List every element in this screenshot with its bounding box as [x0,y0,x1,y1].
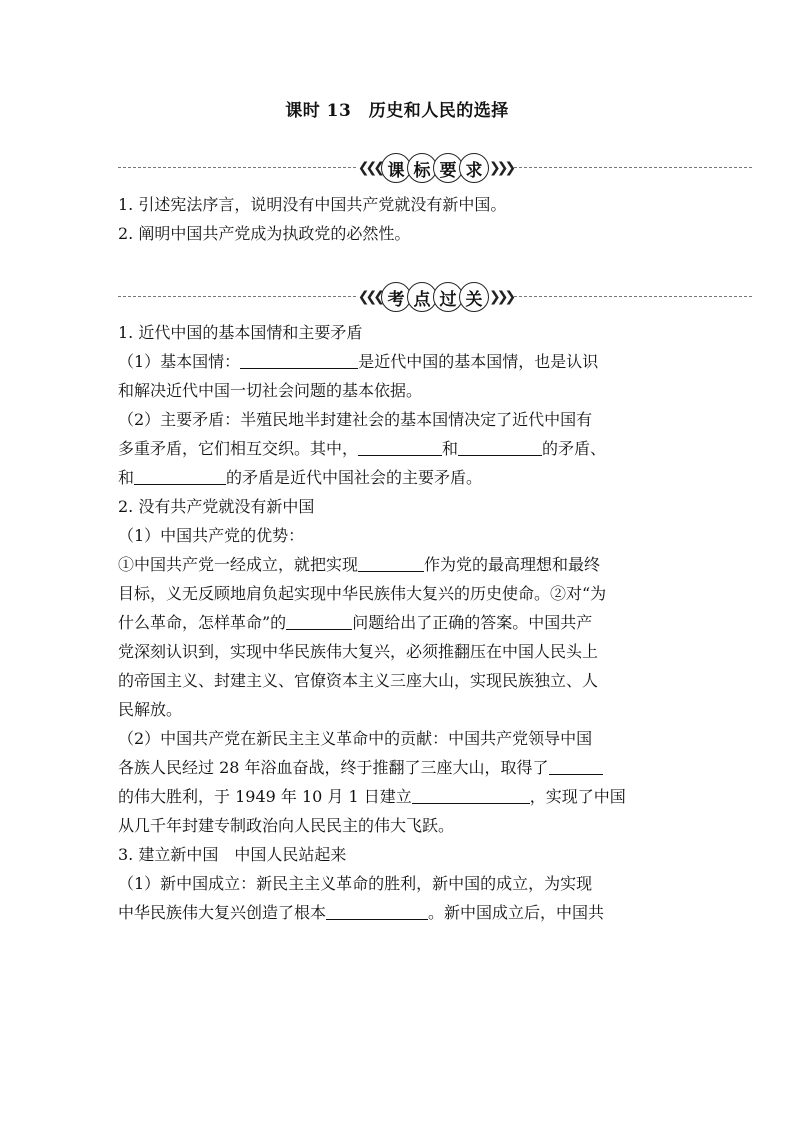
divider-line [118,167,356,168]
text: 是近代中国的基本国情，也是认识 [358,352,599,371]
paragraph [118,347,676,376]
badge-char: 考 [381,282,411,312]
text: ①中国共产党一经成立，就把实现 [118,555,359,574]
paragraph [118,782,676,811]
requirements-list [118,190,676,248]
text: 作为党的最高理想和最终 [424,555,601,574]
text: 和 [118,468,135,487]
badge-char: 课 [381,153,411,183]
paragraph: （2）中国共产党在新民主主义革命中的贡献：中国共产党领导中国 [118,729,593,748]
chevron-left-icon: ❮❮❮ [357,289,381,305]
fill-blank[interactable] [549,756,603,775]
text: 。新中国成立后，中国共 [428,903,605,922]
badge-char: 标 [407,153,437,183]
requirement-item: 2. 阐明中国共产党成为执政党的必然性。 [118,224,411,243]
paragraph: 目标，义无反顾地肩负起实现中华民族伟大复兴的历史使命。②对“为 [118,584,607,603]
fill-blank[interactable] [326,901,428,920]
fill-blank[interactable] [458,437,542,456]
section-heading: 2. 没有共产党就没有新中国 [118,497,315,516]
text: 问题给出了正确的答案。中国共产 [352,613,593,632]
paragraph: 党深刻认识到，实现中华民族伟大复兴，必须推翻压在中国人民头上 [118,642,599,661]
paragraph [118,550,676,579]
section-heading: 1. 近代中国的基本国情和主要矛盾 [118,323,363,342]
divider-line [514,296,752,297]
exam-points-content [118,318,676,927]
chevron-right-icon: ❯❯❯ [489,289,513,305]
section-badge [356,282,514,312]
text: 中华民族伟大复兴创造了根本 [118,903,327,922]
paragraph [118,434,676,463]
badge-char: 过 [433,282,463,312]
paragraph [118,463,676,492]
text: 多重矛盾，它们相互交织。其中， [118,439,359,458]
paragraph [118,753,676,782]
paragraph: （1）中国共产党的优势： [118,526,305,545]
paragraph: （2）主要矛盾：半殖民地半封建社会的基本国情决定了近代中国有 [118,410,593,429]
section-badge [356,153,514,183]
text: （1）基本国情： [118,352,241,371]
fill-blank[interactable] [134,466,226,485]
divider-line [514,167,752,168]
fill-blank[interactable] [240,350,358,369]
fill-blank[interactable] [358,553,424,572]
text: 什么革命，怎样革命”的 [118,613,287,632]
fill-blank[interactable] [358,437,442,456]
divider-line [118,296,356,297]
text: 的矛盾是近代中国社会的主要矛盾。 [226,468,483,487]
text: 和 [442,439,459,458]
section-heading: 3. 建立新中国 中国人民站起来 [118,845,347,864]
badge-char: 要 [433,153,463,183]
paragraph: 和解决近代中国一切社会问题的基本依据。 [118,381,423,400]
fill-blank[interactable] [286,611,352,630]
text: 各族人民经过 28 年浴血奋战，终于推翻了三座大山，取得了 [118,758,549,777]
badge-char: 关 [459,282,489,312]
chevron-right-icon: ❯❯❯ [489,160,513,176]
fill-blank[interactable] [412,785,530,804]
chevron-left-icon: ❮❮❮ [357,160,381,176]
text: ，实现了中国 [529,787,626,806]
paragraph [118,608,676,637]
section-header-exam-points [118,282,752,312]
paragraph: （1）新中国成立：新民主主义革命的胜利，新中国的成立，为实现 [118,874,593,893]
requirement-item: 1. 引述宪法序言，说明没有中国共产党就没有新中国。 [118,195,507,214]
text: 的伟大胜利，于 1949 年 10 月 1 日建立 [118,787,412,806]
page-title: 课时 13 历史和人民的选择 [285,101,509,121]
paragraph [118,898,676,927]
text: 的矛盾、 [542,439,607,458]
paragraph: 从几千年封建专制政治向人民民主的伟大飞跃。 [118,816,455,835]
paragraph: 民解放。 [118,700,183,719]
badge-char: 求 [459,153,489,183]
section-header-curriculum [118,153,752,183]
paragraph: 的帝国主义、封建主义、官僚资本主义三座大山，实现民族独立、人 [118,671,599,690]
badge-char: 点 [407,282,437,312]
